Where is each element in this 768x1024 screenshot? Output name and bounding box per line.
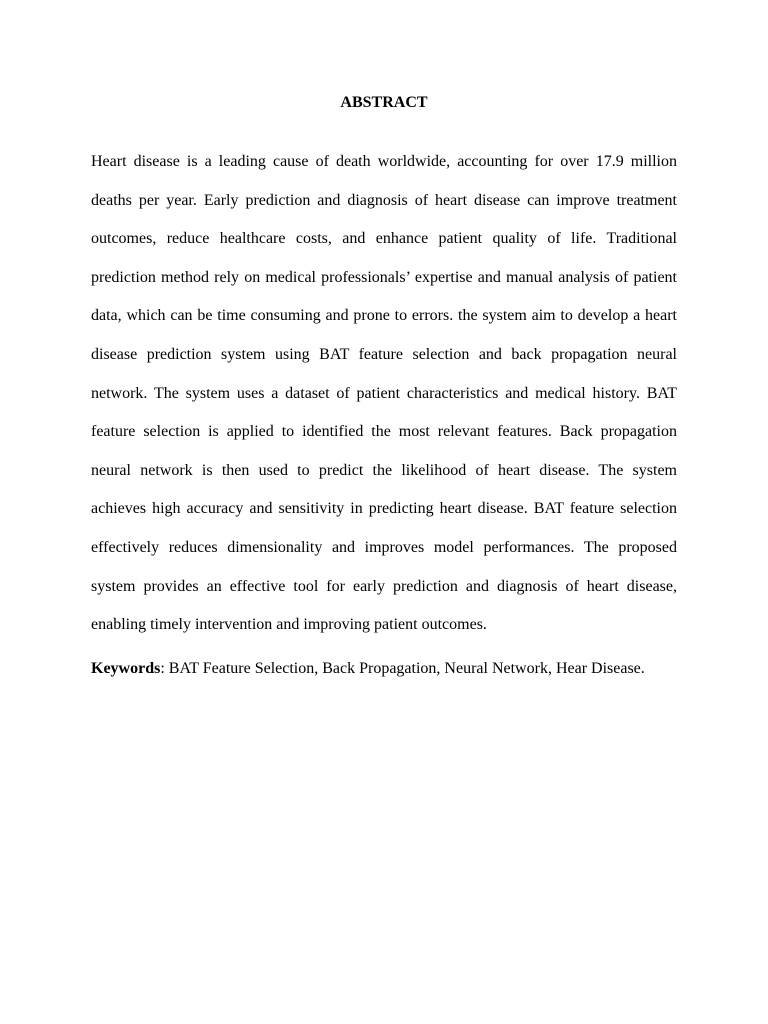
abstract-line: effectively reduces dimensionality and improves model performances. The proposed (91, 538, 677, 556)
abstract-line: outcomes, reduce healthcare costs, and enhance patient quality of life. Traditional (91, 230, 677, 248)
keywords-text: : BAT Feature Selection, Back Propagation, Neural Network, Hear Disease. (160, 660, 645, 677)
abstract-heading: ABSTRACT (340, 94, 428, 111)
abstract-line: deaths per year. Early prediction and diagnosis of heart disease can improve treatment (91, 191, 677, 209)
abstract-line: neural network is then used to predict the likelihood of heart disease. The system (91, 461, 677, 479)
keywords-label: Keywords (91, 660, 161, 677)
abstract-line: data, which can be time consuming and prone to errors. the system aim to develop a heart (91, 307, 677, 325)
abstract-paragraph (91, 143, 677, 645)
abstract-line: network. The system uses a dataset of patient characteristics and medical history. BAT (91, 384, 677, 402)
abstract-line: feature selection is applied to identified the most relevant features. Back propagation (91, 423, 677, 441)
abstract-line: disease prediction system using BAT feature selection and back propagation neural (91, 345, 677, 363)
abstract-line: enabling timely intervention and improving patient outcomes. (91, 616, 487, 634)
abstract-line: prediction method rely on medical professionals’ expertise and manual analysis of patient (91, 268, 677, 286)
abstract-line: Heart disease is a leading cause of death worldwide, accounting for over 17.9 million (91, 153, 677, 170)
abstract-line: achieves high accuracy and sensitivity in predicting heart disease. BAT feature selection (91, 500, 677, 518)
abstract-line: system provides an effective tool for early prediction and diagnosis of heart disease, (91, 577, 677, 595)
keywords-line (91, 658, 677, 680)
